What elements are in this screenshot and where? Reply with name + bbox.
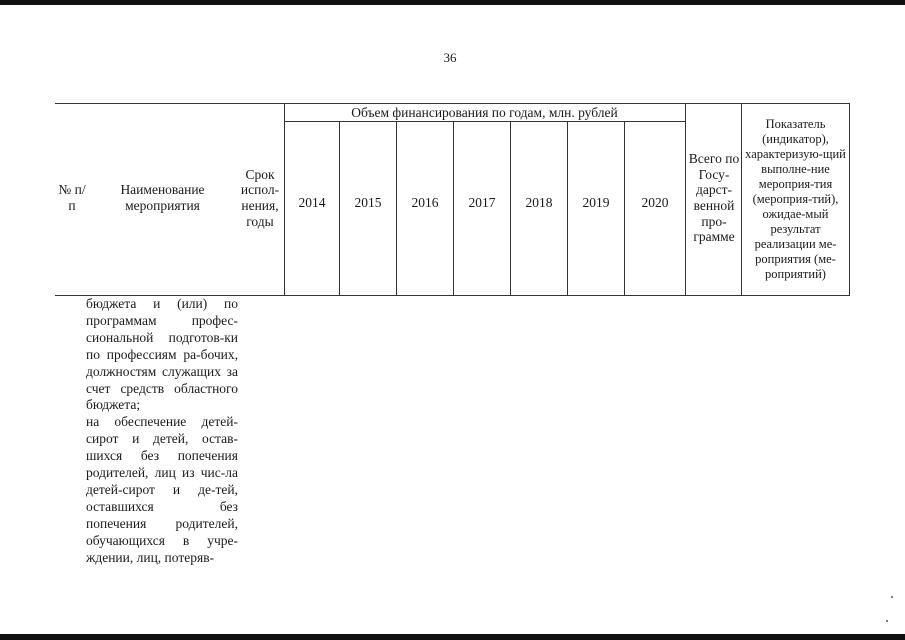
description-paragraph-1: бюджета и (или) по программам профес-сиональной подготов-ки по профессиям ра-бочих, должностям служащих за счет средств областного бюджета; — [86, 296, 238, 413]
col-header-number: № п/п — [58, 182, 86, 213]
scan-border-bottom — [0, 634, 905, 640]
funding-header: Объем финансирования по годам, млн. рублей — [351, 104, 618, 120]
year-header-2018: 2018 — [525, 195, 553, 211]
col-header-total: Всего по Госу-дарст-венной про-грамме — [688, 151, 740, 245]
col-header-indicator: Показатель (индикатор), характеризую-щий выполне-ние мероприя-тия (мероприя-тий), ожидае-мый результат реализации ме-роприятия (ме-роприятий) — [745, 117, 846, 281]
year-header-2014: 2014 — [298, 195, 326, 211]
scan-border-top — [0, 0, 905, 5]
year-header-2019: 2019 — [582, 195, 610, 211]
funding-table — [55, 103, 850, 296]
description-paragraph-2: на обеспечение детей-сирот и детей, остав-шихся без попечения родителей, лиц из чис-ла детей-сирот и де-тей, оставшихся без попечения родителей, обучающихся в учре-ждении, лиц, потеряв- — [86, 414, 238, 565]
col-divider-total — [685, 103, 686, 296]
col-header-name: Наименование мероприятия — [120, 182, 205, 213]
year-header-2016: 2016 — [411, 195, 439, 211]
year-header-2017: 2017 — [468, 195, 496, 211]
table-right-line — [849, 103, 850, 296]
year-header-2020: 2020 — [641, 195, 669, 211]
year-header-2015: 2015 — [354, 195, 382, 211]
activity-description — [86, 296, 238, 567]
col-header-term: Срок испол-нения, годы — [240, 166, 280, 229]
scan-speck — [886, 620, 888, 622]
scan-speck — [891, 596, 893, 598]
page-number: 36 — [443, 50, 457, 65]
